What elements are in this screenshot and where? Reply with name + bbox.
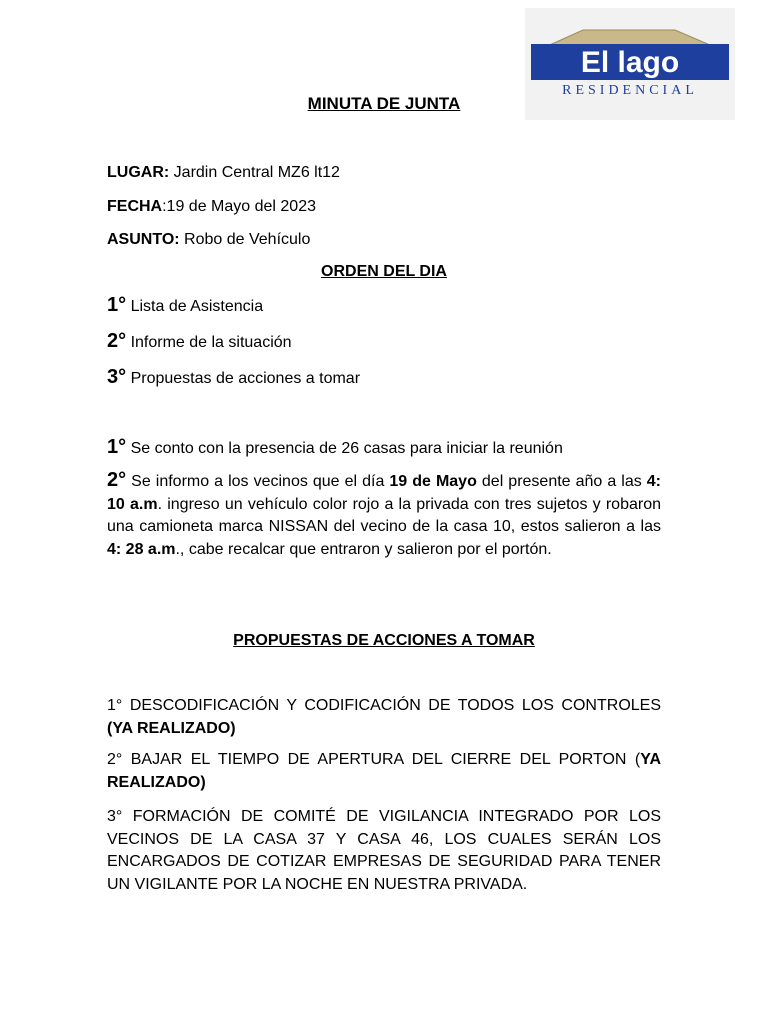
desarrollo-num: 1° <box>107 436 127 458</box>
lugar-value: Jardin Central MZ6 lt12 <box>169 164 340 181</box>
field-asunto <box>107 231 310 249</box>
p2-date: 19 de Mayo <box>389 473 477 490</box>
orden-item-text: Informe de la situación <box>126 334 292 351</box>
logo-brand: El lago <box>580 46 680 79</box>
propuesta-2-end: ) <box>200 773 206 791</box>
asunto-label: ASUNTO: <box>107 231 180 248</box>
p2-text-e: . ingreso un vehículo color rojo a la privada con tres sujetos y robaron una camioneta marca NISSAN del vecino de la casa 10, estos salieron a las <box>107 495 662 535</box>
desarrollo-paragraph-2 <box>107 471 661 561</box>
propuesta-1-text: 1° DESCODIFICACIÓN Y CODIFICACIÓN DE TODOS LOS CONTROLES <box>107 697 661 714</box>
logo-subtitle: RESIDENCIAL <box>562 83 698 98</box>
orden-item-num: 3° <box>107 366 127 388</box>
propuesta-3: 3° FORMACIÓN DE COMITÉ DE VIGILANCIA INTEGRADO POR LOS VECINOS DE LA CASA 37 Y CASA 46, LOS CUALES SERÁN LOS ENCARGADOS DE COTIZAR EMPRESAS DE SEGURIDAD PARA TENER UN VIGILANTE POR LA NOCHE EN NUESTRA PRIVADA. <box>107 808 661 893</box>
p2-text-g: ., cabe recalcar que entraron y salieron por el portón. <box>175 540 552 558</box>
p2-time-out: 4: 28 a.m <box>107 540 176 558</box>
p2-text-c: del presente año a las <box>476 473 647 490</box>
field-fecha <box>107 198 316 216</box>
orden-item-num: 2° <box>107 330 127 352</box>
propuesta-2-text: 2° BAJAR EL TIEMPO DE APERTURA DEL CIERRE DEL PORTON ( <box>107 751 641 768</box>
lugar-label: LUGAR: <box>107 164 170 181</box>
fecha-label: FECHA <box>107 198 163 215</box>
orden-heading: ORDEN DEL DIA <box>321 263 447 280</box>
document-title: MINUTA DE JUNTA <box>307 94 461 113</box>
asunto-value: Robo de Vehículo <box>179 231 311 248</box>
propuesta-1 <box>107 695 661 740</box>
desarrollo-paragraph-1 <box>107 436 563 459</box>
fecha-value: :19 de Mayo del 2023 <box>162 198 316 215</box>
propuesta-1-status: (YA REALIZADO) <box>107 719 236 737</box>
field-lugar <box>107 164 340 182</box>
desarrollo-num: 2° <box>107 469 127 491</box>
orden-item <box>107 366 360 389</box>
propuestas-heading: PROPUESTAS DE ACCIONES A TOMAR <box>233 632 535 649</box>
orden-item <box>107 294 263 317</box>
propuesta-2 <box>107 749 661 794</box>
p2-time-in: 4: 10 a.m <box>107 473 661 513</box>
orden-item-num: 1° <box>107 294 127 316</box>
orden-item <box>107 330 292 353</box>
orden-item-text: Lista de Asistencia <box>126 298 264 315</box>
desarrollo-text: Se conto con la presencia de 26 casas para iniciar la reunión <box>126 440 563 457</box>
propuesta-2-status: YA REALIZADO <box>107 751 661 791</box>
p2-text-a: Se informo a los vecinos que el día <box>126 473 390 490</box>
orden-item-text: Propuestas de acciones a tomar <box>126 370 361 387</box>
